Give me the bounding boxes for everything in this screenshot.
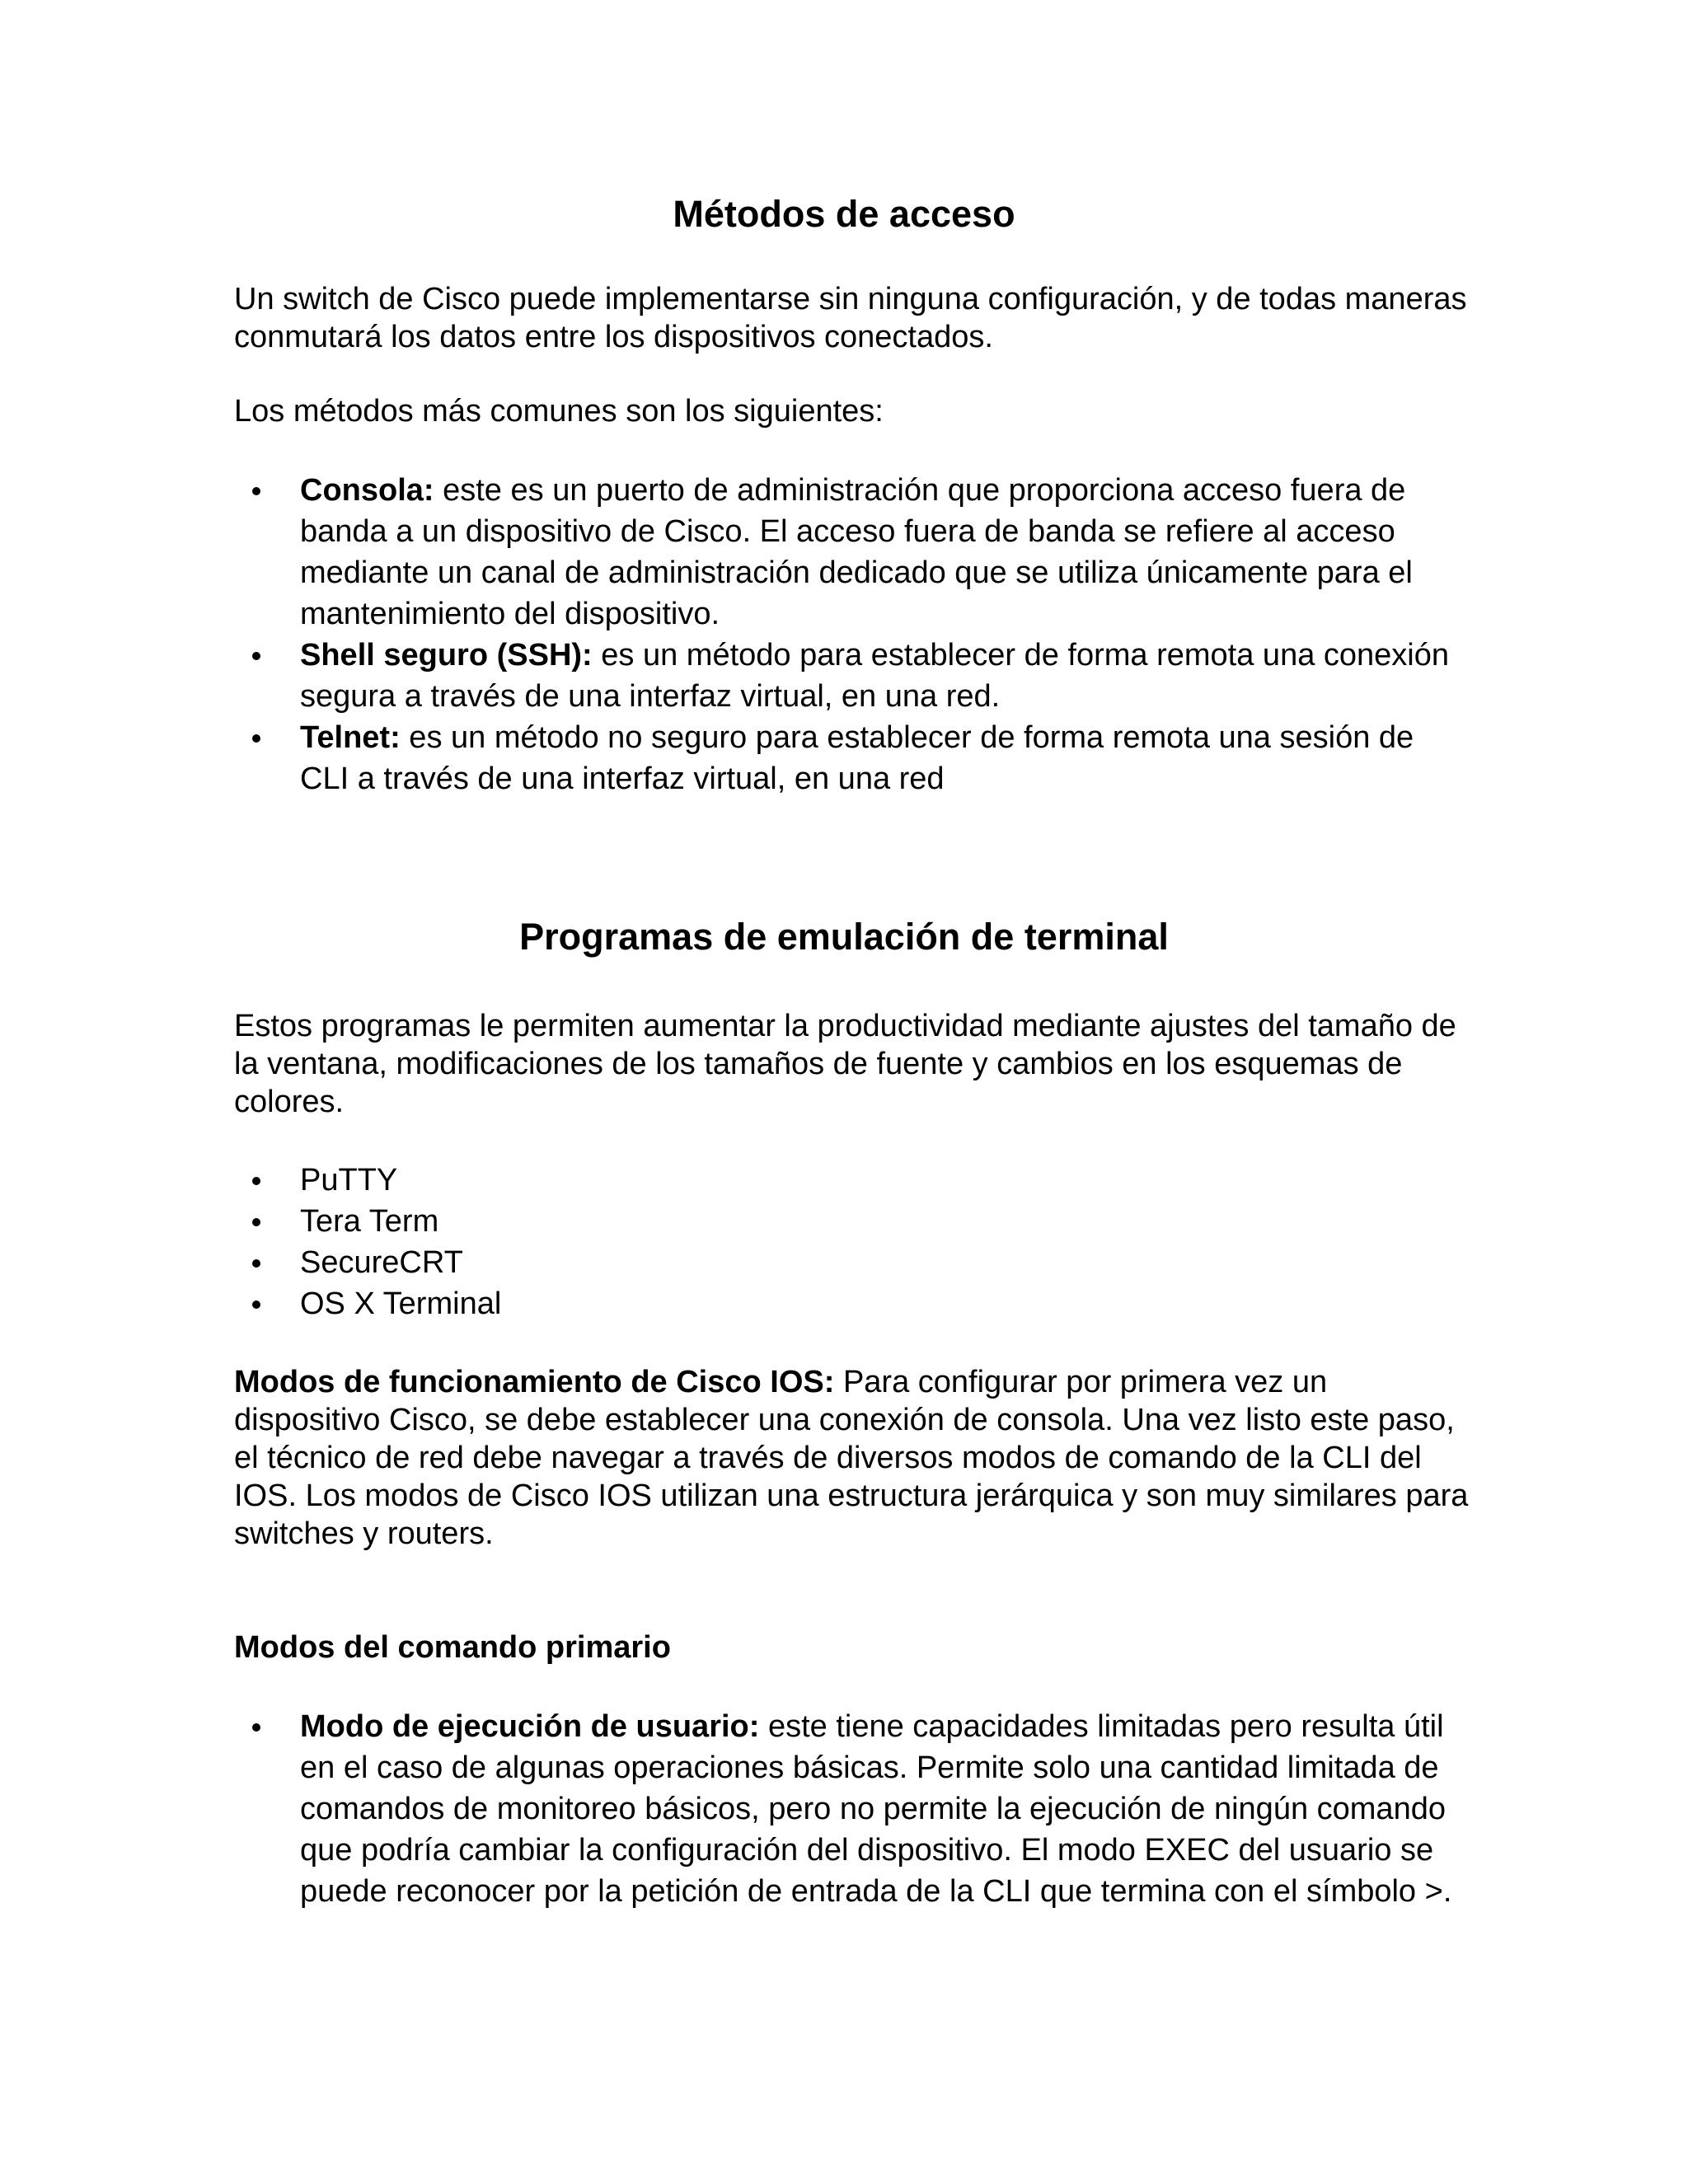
terminal-programs-list (234, 1160, 1470, 1324)
list-item-ssh (234, 635, 1470, 717)
ios-modes-term: Modos de funcionamiento de Cisco IOS: (234, 1365, 835, 1399)
section-title-access-methods: Métodos de acceso (673, 193, 1015, 235)
access-methods-list (234, 470, 1470, 799)
command-modes-list (234, 1706, 1470, 1912)
list-item-console (234, 470, 1470, 635)
section-title-terminal-programs: Programas de emulación de terminal (519, 916, 1169, 958)
list-item-program: PuTTY (234, 1160, 1470, 1201)
desc-telnet: es un método no seguro para establecer de forma remota una sesión de CLI a través de una interfaz virtual, en una red (300, 720, 1414, 796)
list-item-program: SecureCRT (234, 1242, 1470, 1283)
primary-command-modes-heading: Modos del comando primario (234, 1630, 671, 1665)
ios-modes-paragraph (234, 1363, 1470, 1553)
ios-modes-text: Para configurar por primera vez un dispositivo Cisco, se debe establecer una conexión de consola. Una vez listo este paso, el técnico de red debe navegar a través de diversos modos de comando de la CLI del IOS. Los modos de Cisco IOS utilizan una estructura jerárquica y son muy similares para switches y routers. (234, 1365, 1469, 1551)
programs-intro: Estos programas le permiten aumentar la productividad mediante ajustes del tamaño de la ventana, modificaciones de los tamaños de fuente y cambios en los esquemas de colores. (234, 1009, 1456, 1119)
intro-paragraph: Un switch de Cisco puede implementarse sin ninguna configuración, y de todas maneras conmutará los datos entre los dispositivos conectados. (234, 282, 1467, 354)
term-user-exec: Modo de ejecución de usuario: (300, 1709, 760, 1744)
list-item-program: Tera Term (234, 1201, 1470, 1242)
list-item-program: OS X Terminal (234, 1283, 1470, 1324)
term-ssh: Shell seguro (SSH): (300, 638, 593, 673)
desc-console: este es un puerto de administración que proporciona acceso fuera de banda a un dispositivo de Cisco. El acceso fuera de banda se refiere al acceso mediante un canal de administración dedicado que se utiliza únicamente para el mantenimiento del dispositivo. (300, 473, 1413, 631)
list-item-user-exec (234, 1706, 1470, 1912)
list-item-telnet (234, 717, 1470, 799)
methods-lead: Los métodos más comunes son los siguientes: (234, 394, 884, 429)
term-telnet: Telnet: (300, 720, 401, 755)
desc-user-exec: este tiene capacidades limitadas pero resulta útil en el caso de algunas operaciones básicas. Permite solo una cantidad limitada de comandos de monitoreo básicos, pero no permite la ejecución de ningún comando que podría cambiar la configuración del dispositivo. El modo EXEC del usuario se puede reconocer por la petición de entrada de la CLI que termina con el símbolo >. (300, 1709, 1452, 1909)
desc-ssh: es un método para establecer de forma remota una conexión segura a través de una interfaz virtual, en una red. (300, 638, 1450, 714)
term-console: Consola: (300, 473, 434, 508)
